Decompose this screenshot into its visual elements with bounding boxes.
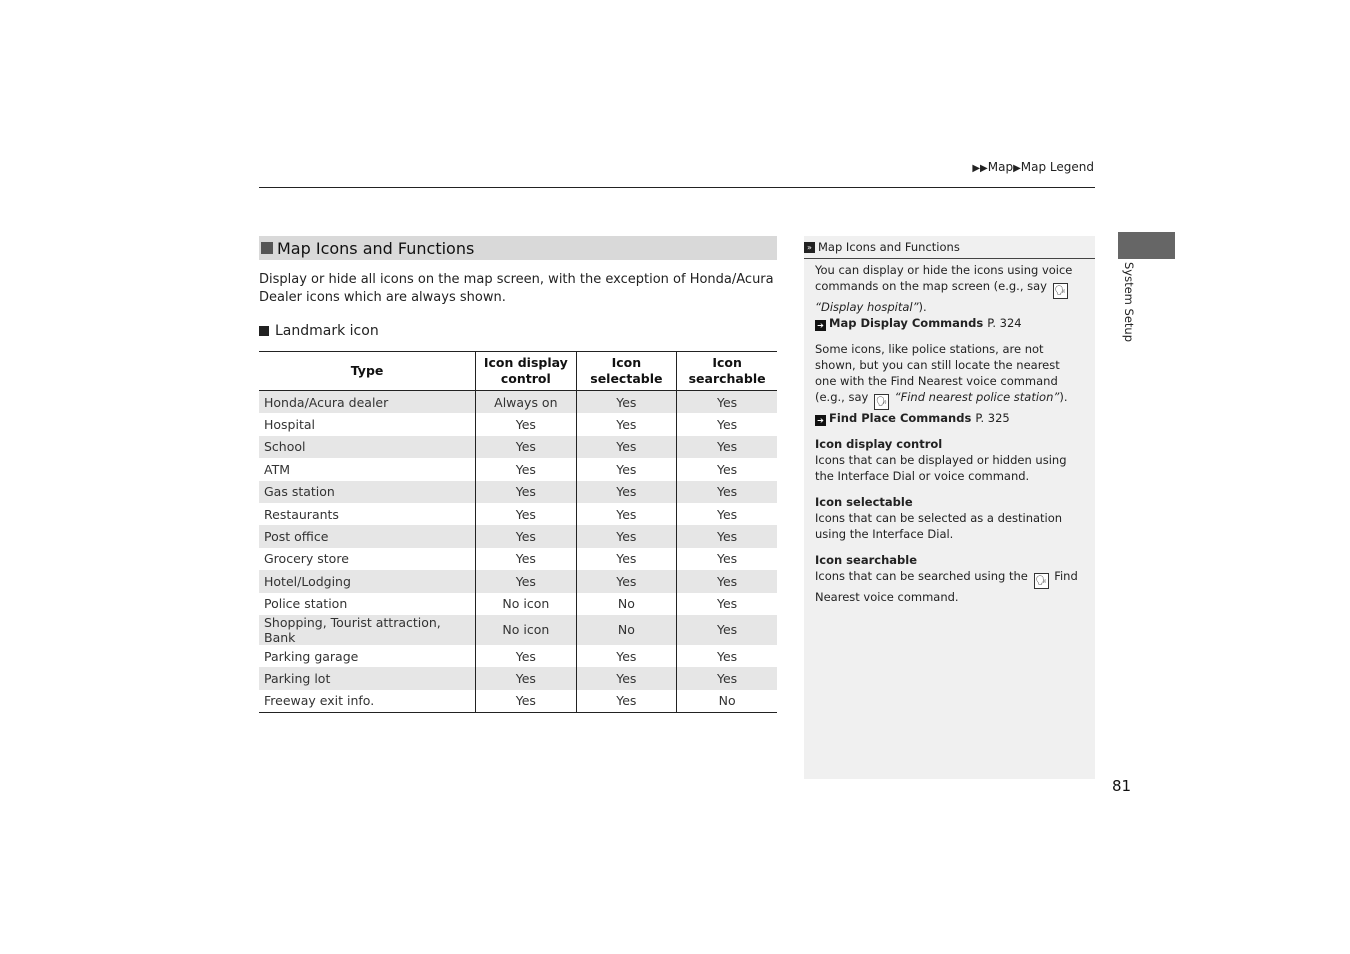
table-row xyxy=(259,458,777,480)
column-header-selectable: Icon selectable xyxy=(576,352,677,391)
table-row xyxy=(259,667,777,689)
reference-page: P. 324 xyxy=(987,316,1022,330)
breadcrumb-arrow-icon: ▶ xyxy=(1013,163,1021,174)
paragraph-text: ). xyxy=(1059,390,1068,404)
value-cell: Yes xyxy=(576,436,677,458)
type-cell: Freeway exit info. xyxy=(259,690,476,713)
table-row xyxy=(259,481,777,503)
paragraph-text: ). xyxy=(918,300,927,314)
value-cell: Yes xyxy=(576,413,677,435)
value-cell: Yes xyxy=(576,667,677,689)
value-cell: Yes xyxy=(476,458,576,480)
value-cell: Yes xyxy=(677,615,777,645)
definition-term: Icon searchable xyxy=(815,553,918,567)
reference-label[interactable]: Map Display Commands xyxy=(829,316,984,330)
section-header xyxy=(259,236,777,260)
value-cell: Yes xyxy=(476,570,576,592)
square-bullet-icon xyxy=(259,326,269,336)
table-row xyxy=(259,413,777,435)
column-header-type: Type xyxy=(259,352,476,391)
definition-term: Icon display control xyxy=(815,437,943,451)
type-cell: Hospital xyxy=(264,417,316,433)
value-cell: Yes xyxy=(576,690,677,713)
value-cell: Yes xyxy=(476,481,576,503)
type-cell: Shopping, Tourist attraction, Bank xyxy=(259,615,476,645)
cross-reference-link[interactable] xyxy=(815,316,1022,330)
table-row xyxy=(259,615,777,645)
value-cell: Yes xyxy=(476,436,576,458)
page-number: 81 xyxy=(1112,777,1132,795)
table-row xyxy=(259,503,777,525)
table-row xyxy=(259,436,777,458)
value-cell: Yes xyxy=(677,503,777,525)
definition-term: Icon selectable xyxy=(815,495,913,509)
value-cell: Yes xyxy=(576,548,677,570)
definition-text: Icons that can be searched using the xyxy=(815,569,1028,583)
value-cell: Yes xyxy=(476,413,576,435)
value-cell: Yes xyxy=(476,690,576,713)
value-cell: Yes xyxy=(576,525,677,547)
value-cell: No xyxy=(677,690,777,713)
reference-label[interactable]: Find Place Commands xyxy=(829,411,972,425)
side-note-panel xyxy=(804,236,1095,779)
table-row xyxy=(259,690,777,713)
value-cell: Yes xyxy=(576,570,677,592)
type-cell: School xyxy=(259,436,476,458)
type-cell: ATM xyxy=(264,461,291,477)
value-cell: Yes xyxy=(677,593,777,615)
link-arrow-icon: ➔ xyxy=(815,415,826,426)
intro-text: Display or hide all icons on the map screen, with the exception of Honda/Acura Dealer icons which are always shown. xyxy=(259,272,774,305)
definition xyxy=(815,494,1083,542)
table-row xyxy=(259,593,777,615)
type-cell: Gas station xyxy=(259,481,476,503)
subsection-title: Landmark icon xyxy=(275,323,379,339)
definition-text: Icons that can be displayed or hidden using the Interface Dial or voice command. xyxy=(815,453,1067,483)
side-note-body xyxy=(815,262,1083,615)
value-cell: Yes xyxy=(677,481,777,503)
breadcrumb-item-map[interactable]: Map xyxy=(987,160,1014,174)
definition xyxy=(815,552,1083,605)
value-cell: Always on xyxy=(476,391,576,414)
voice-command-icon: 🗣 xyxy=(1053,283,1068,299)
paragraph-text: Some icons, like police stations, are not shown, but you can still locate the nearest one with the Find Nearest voice command (e.g., say xyxy=(815,342,1060,404)
voice-command-icon: 🗣 xyxy=(874,394,889,410)
table-row xyxy=(259,391,777,414)
value-cell: Yes xyxy=(576,503,677,525)
value-cell: Yes xyxy=(576,458,677,480)
value-cell: Yes xyxy=(677,391,777,414)
value-cell: Yes xyxy=(476,503,576,525)
type-cell: Restaurants xyxy=(264,506,339,522)
column-header-searchable: Icon searchable xyxy=(677,352,777,391)
subsection-header xyxy=(259,323,379,339)
side-note-paragraph xyxy=(815,341,1083,426)
definition-text: Find Nearest voice command. xyxy=(815,569,1078,604)
value-cell: Yes xyxy=(576,391,677,414)
link-arrow-icon: ➔ xyxy=(815,320,826,331)
type-cell: Hotel/Lodging xyxy=(259,570,476,592)
type-cell: Police station xyxy=(264,596,348,612)
cross-reference-link[interactable] xyxy=(815,411,1010,425)
value-cell: Yes xyxy=(677,458,777,480)
value-cell: Yes xyxy=(476,667,576,689)
value-cell: Yes xyxy=(476,645,576,667)
value-cell: Yes xyxy=(677,645,777,667)
side-note-title: Map Icons and Functions xyxy=(818,240,960,254)
landmark-icon-table xyxy=(259,351,777,713)
value-cell: Yes xyxy=(677,667,777,689)
definition-text: Icons that can be selected as a destination using the Interface Dial. xyxy=(815,511,1063,541)
value-cell: No icon xyxy=(476,593,576,615)
value-cell: Yes xyxy=(677,548,777,570)
table-row xyxy=(259,570,777,592)
column-header-display-control: Icon display control xyxy=(476,352,576,391)
side-note-header xyxy=(804,236,1095,259)
type-cell: Honda/Acura dealer xyxy=(259,391,476,414)
breadcrumb-arrow-icon: ▶▶ xyxy=(972,163,988,174)
table-header-row xyxy=(259,352,777,391)
value-cell: Yes xyxy=(677,413,777,435)
value-cell: No xyxy=(576,615,677,645)
value-cell: Yes xyxy=(476,548,576,570)
definition xyxy=(815,436,1083,484)
voice-command-example: “Find nearest police station” xyxy=(894,390,1060,404)
breadcrumb xyxy=(972,160,1094,174)
type-cell: Parking lot xyxy=(259,667,476,689)
value-cell: No icon xyxy=(476,615,576,645)
type-cell: Post office xyxy=(259,525,476,547)
reference-page: P. 325 xyxy=(975,411,1010,425)
breadcrumb-item-map-legend[interactable]: Map Legend xyxy=(1020,160,1094,174)
type-cell: Grocery store xyxy=(264,551,349,567)
header-divider xyxy=(259,187,1095,188)
section-title: Map Icons and Functions xyxy=(277,238,475,258)
chapter-tab xyxy=(1118,232,1175,259)
value-cell: Yes xyxy=(677,525,777,547)
voice-command-example: “Display hospital” xyxy=(815,300,919,314)
value-cell: Yes xyxy=(576,481,677,503)
value-cell: Yes xyxy=(476,525,576,547)
square-bullet-icon xyxy=(261,242,273,254)
voice-command-icon: 🗣 xyxy=(1034,573,1049,589)
table-row xyxy=(259,548,777,570)
side-note-paragraph xyxy=(815,262,1083,331)
value-cell: Yes xyxy=(677,436,777,458)
table-row xyxy=(259,525,777,547)
value-cell: Yes xyxy=(677,570,777,592)
value-cell: No xyxy=(576,593,677,615)
paragraph-text: You can display or hide the icons using voice commands on the map screen (e.g., say xyxy=(815,263,1073,293)
double-arrow-icon: » xyxy=(804,242,815,253)
table-row xyxy=(259,645,777,667)
chapter-tab-label: System Setup xyxy=(1122,262,1136,343)
value-cell: Yes xyxy=(576,645,677,667)
type-cell: Parking garage xyxy=(264,648,359,664)
